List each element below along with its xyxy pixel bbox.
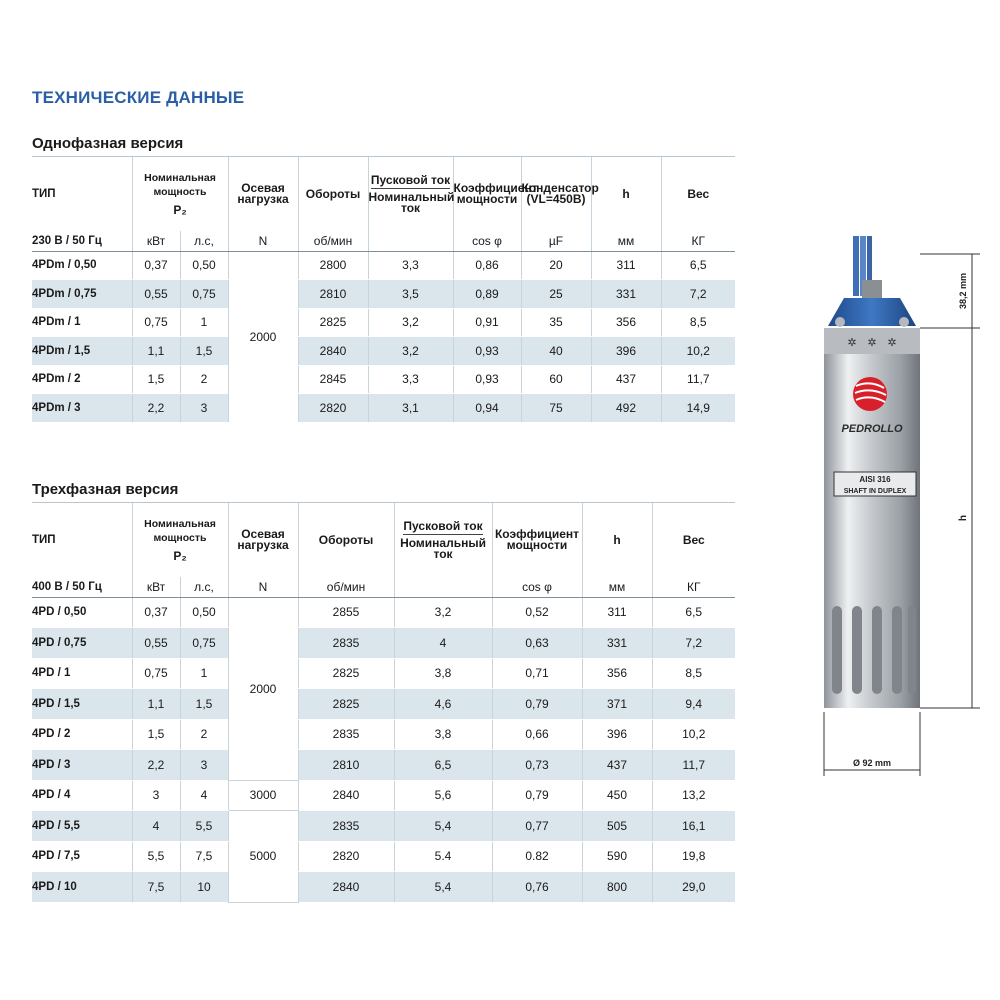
cell-current-ratio: 3,1 <box>368 394 453 423</box>
cell-h: 331 <box>582 628 652 659</box>
cell-current-ratio: 3,5 <box>368 280 453 309</box>
cell-current-ratio: 3,2 <box>368 337 453 366</box>
cell-cos: 0,63 <box>492 628 582 659</box>
dim-top-label: 38,2 mm <box>958 272 968 310</box>
cell-cos: 0,76 <box>492 872 582 903</box>
cell-hp: 10 <box>180 872 228 903</box>
header-nominal-current: Номинальный ток <box>368 189 455 215</box>
cell-rpm: 2840 <box>298 337 368 366</box>
cell-kw: 3 <box>132 780 180 811</box>
pedrollo-logo-icon <box>853 377 887 411</box>
unit-ratio <box>368 231 453 251</box>
cell-kw: 0,75 <box>132 658 180 689</box>
cell-h: 800 <box>582 872 652 903</box>
cell-weight: 9,4 <box>652 689 735 720</box>
three-phase-section <box>32 481 735 903</box>
cell-current-ratio: 3,3 <box>368 251 453 280</box>
cell-current-ratio: 3,8 <box>394 658 492 689</box>
hole-icon: ✲ <box>887 336 897 349</box>
cell-hp: 0,50 <box>180 251 228 280</box>
bolt-icon <box>835 317 845 327</box>
cell-hp: 3 <box>180 394 228 423</box>
header-power <box>132 157 228 231</box>
cell-weight: 29,0 <box>652 872 735 903</box>
header-power-symbol: P₂ <box>173 549 187 563</box>
cell-h: 331 <box>591 280 661 309</box>
cell-type: 4PDm / 3 <box>32 394 132 423</box>
header-start-current: Пусковой ток <box>403 518 483 533</box>
hole-icon: ✲ <box>847 336 857 349</box>
cell-hp: 0,75 <box>180 628 228 659</box>
cell-hp: 0,50 <box>180 597 228 628</box>
cell-cos: 0,93 <box>453 337 521 366</box>
cell-capacitor: 40 <box>521 337 591 366</box>
cell-kw: 4 <box>132 811 180 842</box>
cell-h: 371 <box>582 689 652 720</box>
cell-current-ratio: 5,4 <box>394 872 492 903</box>
cell-cos: 0,94 <box>453 394 521 423</box>
cell-weight: 13,2 <box>652 780 735 811</box>
cell-capacitor: 20 <box>521 251 591 280</box>
header-power-label: Номинальная мощность <box>144 172 216 198</box>
three-phase-table <box>32 503 735 903</box>
cell-type: 4PD / 4 <box>32 780 132 811</box>
table-row <box>32 841 735 872</box>
cell-kw: 1,5 <box>132 719 180 750</box>
header-power <box>132 503 228 577</box>
page-title: ТЕХНИЧЕСКИЕ ДАННЫЕ <box>32 88 245 107</box>
header-weight: Вес <box>652 503 735 577</box>
header-current-ratio <box>394 503 492 577</box>
cell-current-ratio: 5.4 <box>394 841 492 872</box>
cell-weight: 8,5 <box>661 308 735 337</box>
cell-axial-load: 2000 <box>228 597 298 780</box>
cell-type: 4PD / 10 <box>32 872 132 903</box>
cell-cos: 0,52 <box>492 597 582 628</box>
cell-capacitor: 25 <box>521 280 591 309</box>
header-h: h <box>582 503 652 577</box>
header-start-current: Пусковой ток <box>370 172 451 187</box>
cell-hp: 2 <box>180 719 228 750</box>
cell-cos: 0,91 <box>453 308 521 337</box>
unit-rpm: об/мин <box>298 231 368 251</box>
cell-cos: 0,73 <box>492 750 582 781</box>
cell-hp: 7,5 <box>180 841 228 872</box>
table-row <box>32 308 735 337</box>
table-row <box>32 872 735 903</box>
header-power-factor: Коэффициент мощности <box>453 157 521 231</box>
cell-current-ratio: 4 <box>394 628 492 659</box>
cell-h: 396 <box>591 337 661 366</box>
cell-hp: 4 <box>180 780 228 811</box>
cell-cos: 0,66 <box>492 719 582 750</box>
cell-h: 492 <box>591 394 661 423</box>
table-row <box>32 780 735 811</box>
unit-kw: кВт <box>132 577 180 597</box>
cell-rpm: 2825 <box>298 658 394 689</box>
unit-ratio <box>394 577 492 597</box>
cell-type: 4PD / 0,75 <box>32 628 132 659</box>
unit-voltage: 400 В / 50 Гц <box>32 577 132 597</box>
cell-rpm: 2835 <box>298 719 394 750</box>
cell-type: 4PDm / 1,5 <box>32 337 132 366</box>
cell-h: 590 <box>582 841 652 872</box>
cell-weight: 11,7 <box>652 750 735 781</box>
single-phase-section <box>32 135 735 423</box>
cell-type: 4PD / 0,50 <box>32 597 132 628</box>
table-row <box>32 750 735 781</box>
cell-h: 311 <box>582 597 652 628</box>
table-row <box>32 280 735 309</box>
cell-type: 4PD / 5,5 <box>32 811 132 842</box>
cell-type: 4PD / 7,5 <box>32 841 132 872</box>
cell-rpm: 2835 <box>298 811 394 842</box>
pump-drawing <box>800 236 1000 786</box>
cell-type: 4PDm / 2 <box>32 365 132 394</box>
cell-weight: 19,8 <box>652 841 735 872</box>
cell-weight: 8,5 <box>652 658 735 689</box>
unit-n: N <box>228 231 298 251</box>
cell-rpm: 2855 <box>298 597 394 628</box>
table-row <box>32 337 735 366</box>
cell-axial-load: 5000 <box>228 811 298 903</box>
unit-n: N <box>228 577 298 597</box>
cell-hp: 5,5 <box>180 811 228 842</box>
cell-weight: 11,7 <box>661 365 735 394</box>
cell-h: 356 <box>582 658 652 689</box>
table-row <box>32 689 735 720</box>
header-type: ТИП <box>32 187 56 200</box>
unit-hp: л.с, <box>180 577 228 597</box>
cell-rpm: 2840 <box>298 780 394 811</box>
unit-kg: КГ <box>652 577 735 597</box>
cell-cos: 0,89 <box>453 280 521 309</box>
connector <box>862 280 882 300</box>
single-phase-table <box>32 157 735 423</box>
cell-kw: 2,2 <box>132 394 180 423</box>
unit-uf: µF <box>521 231 591 251</box>
cell-current-ratio: 4,6 <box>394 689 492 720</box>
cell-type: 4PD / 2 <box>32 719 132 750</box>
label-line2: SHAFT IN DUPLEX <box>843 488 907 495</box>
cell-kw: 7,5 <box>132 872 180 903</box>
cell-weight: 7,2 <box>652 628 735 659</box>
cell-rpm: 2840 <box>298 872 394 903</box>
cell-h: 505 <box>582 811 652 842</box>
label-line1: AISI 316 <box>859 475 891 484</box>
cell-kw: 2,2 <box>132 750 180 781</box>
cell-kw: 1,1 <box>132 337 180 366</box>
cell-hp: 3 <box>180 750 228 781</box>
cell-hp: 2 <box>180 365 228 394</box>
cell-rpm: 2825 <box>298 308 368 337</box>
header-type: ТИП <box>32 533 56 546</box>
cell-rpm: 2800 <box>298 251 368 280</box>
unit-cos: cos φ <box>492 577 582 597</box>
cell-weight: 10,2 <box>661 337 735 366</box>
cell-weight: 16,1 <box>652 811 735 842</box>
header-rpm: Обороты <box>298 503 394 577</box>
cell-h: 311 <box>591 251 661 280</box>
header-power-label: Номинальная мощность <box>144 518 216 544</box>
header-h: h <box>591 157 661 231</box>
cell-h: 450 <box>582 780 652 811</box>
cell-hp: 0,75 <box>180 280 228 309</box>
unit-mm: мм <box>582 577 652 597</box>
cell-current-ratio: 6,5 <box>394 750 492 781</box>
table-row <box>32 251 735 280</box>
cell-rpm: 2820 <box>298 394 368 423</box>
cell-rpm: 2810 <box>298 750 394 781</box>
cell-h: 396 <box>582 719 652 750</box>
cell-rpm: 2820 <box>298 841 394 872</box>
table-row <box>32 394 735 423</box>
dim-diameter-label: Ø 92 mm <box>852 758 892 768</box>
cell-hp: 1,5 <box>180 689 228 720</box>
cell-h: 437 <box>591 365 661 394</box>
cell-kw: 1,1 <box>132 689 180 720</box>
cell-current-ratio: 3,8 <box>394 719 492 750</box>
cell-rpm: 2845 <box>298 365 368 394</box>
cell-axial-load: 3000 <box>228 780 298 811</box>
header-axial-load: Осевая нагрузка <box>228 503 298 577</box>
header-current-ratio <box>368 157 453 231</box>
cell-hp: 1,5 <box>180 337 228 366</box>
brand-text: PEDROLLO <box>841 423 903 435</box>
cell-weight: 6,5 <box>652 597 735 628</box>
cell-weight: 6,5 <box>661 251 735 280</box>
cell-type: 4PDm / 0,50 <box>32 251 132 280</box>
cell-hp: 1 <box>180 308 228 337</box>
cell-kw: 0,37 <box>132 251 180 280</box>
cell-cos: 0,79 <box>492 780 582 811</box>
cell-cos: 0,93 <box>453 365 521 394</box>
header-weight: Вес <box>661 157 735 231</box>
hole-icon: ✲ <box>867 336 877 349</box>
cell-current-ratio: 3,2 <box>394 597 492 628</box>
cell-weight: 10,2 <box>652 719 735 750</box>
unit-kw: кВт <box>132 231 180 251</box>
unit-rpm: об/мин <box>298 577 394 597</box>
cell-weight: 14,9 <box>661 394 735 423</box>
cell-kw: 5,5 <box>132 841 180 872</box>
table-row <box>32 628 735 659</box>
header-axial-load: Осевая нагрузка <box>228 157 298 231</box>
cell-current-ratio: 3,3 <box>368 365 453 394</box>
cell-kw: 1,5 <box>132 365 180 394</box>
cell-cos: 0,79 <box>492 689 582 720</box>
cell-type: 4PD / 1,5 <box>32 689 132 720</box>
cell-hp: 1 <box>180 658 228 689</box>
cell-capacitor: 35 <box>521 308 591 337</box>
unit-mm: мм <box>591 231 661 251</box>
cell-rpm: 2835 <box>298 628 394 659</box>
cell-current-ratio: 5,4 <box>394 811 492 842</box>
table-row <box>32 658 735 689</box>
cell-h: 356 <box>591 308 661 337</box>
unit-cos: cos φ <box>453 231 521 251</box>
cell-cos: 0,71 <box>492 658 582 689</box>
cell-capacitor: 60 <box>521 365 591 394</box>
bolt-icon <box>899 317 909 327</box>
cell-type: 4PD / 1 <box>32 658 132 689</box>
unit-hp: л.с, <box>180 231 228 251</box>
intake-grill <box>824 596 920 708</box>
cell-cos: 0.82 <box>492 841 582 872</box>
cell-kw: 0,55 <box>132 280 180 309</box>
single-phase-title: Однофазная версия <box>32 135 735 157</box>
cell-capacitor: 75 <box>521 394 591 423</box>
three-phase-title: Трехфазная версия <box>32 481 735 503</box>
table-row <box>32 811 735 842</box>
cell-type: 4PDm / 0,75 <box>32 280 132 309</box>
cell-rpm: 2825 <box>298 689 394 720</box>
table-row <box>32 597 735 628</box>
header-power-symbol: P₂ <box>173 203 187 217</box>
header-nominal-current: Номинальный ток <box>400 535 486 561</box>
unit-voltage: 230 В / 50 Гц <box>32 231 132 251</box>
cell-cos: 0,77 <box>492 811 582 842</box>
cell-axial-load: 2000 <box>228 251 298 422</box>
unit-kg: КГ <box>661 231 735 251</box>
header-rpm: Обороты <box>298 157 368 231</box>
cell-type: 4PDm / 1 <box>32 308 132 337</box>
cell-kw: 0,37 <box>132 597 180 628</box>
cell-kw: 0,75 <box>132 308 180 337</box>
pump-illustration <box>800 236 1000 786</box>
cell-weight: 7,2 <box>661 280 735 309</box>
cell-kw: 0,55 <box>132 628 180 659</box>
table-row <box>32 719 735 750</box>
header-power-factor: Коэффициент мощности <box>492 503 582 577</box>
header-capacitor: Конденсатор (VL=450В) <box>521 157 591 231</box>
cell-cos: 0,86 <box>453 251 521 280</box>
cell-h: 437 <box>582 750 652 781</box>
dim-h-label: h <box>958 514 969 522</box>
cell-current-ratio: 5,6 <box>394 780 492 811</box>
cell-rpm: 2810 <box>298 280 368 309</box>
table-row <box>32 365 735 394</box>
cell-current-ratio: 3,2 <box>368 308 453 337</box>
cell-type: 4PD / 3 <box>32 750 132 781</box>
